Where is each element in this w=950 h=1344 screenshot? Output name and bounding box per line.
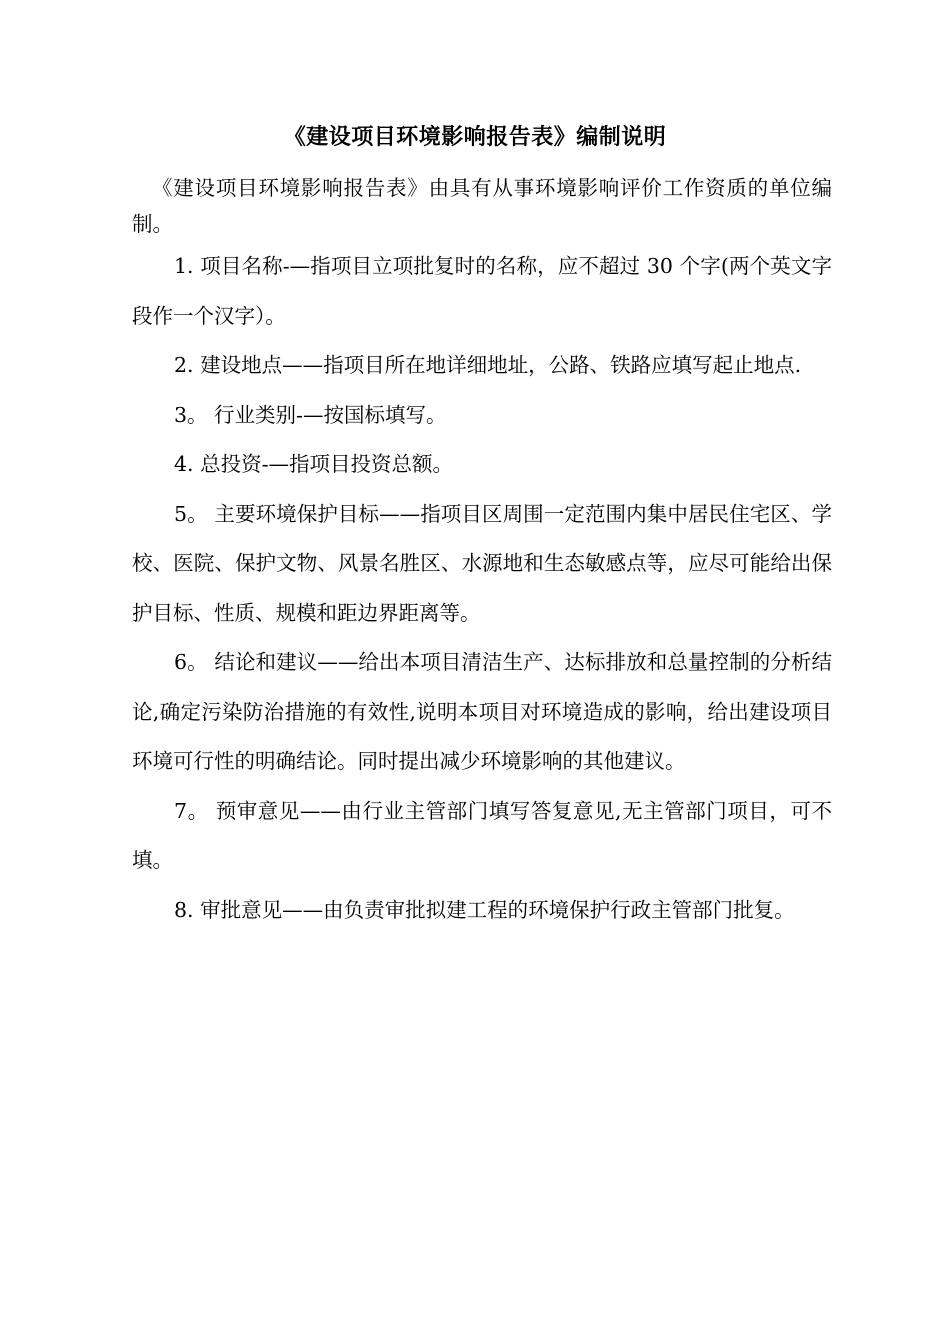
item-6-conclusion-suggestions: 6。 结论和建议——给出本项目清洁生产、达标排放和总量控制的分析结论,确定污染防治措施的有效性,说明本项目对环境造成的影响，给出建设项目环境可行性的明确结论。同时提出减少环境影响的其他建议。 [132,650,832,773]
intro-paragraph: 《建设项目环境影响报告表》由具有从事环境影响评价工作资质的单位编制。 [132,176,832,236]
item-3-industry-category: 3。 行业类别-—按国标填写。 [174,402,447,427]
item-1-project-name: 1. 项目名称-—指项目立项批复时的名称，应不超过 30 个字(两个英文字段作一个汉字）。 [132,254,832,328]
document-title: 《建设项目环境影响报告表》编制说明 [283,124,667,150]
item-4-total-investment: 4. 总投资-—指项目投资总额。 [174,452,454,476]
item-7-preliminary-review: 7。 预审意见——由行业主管部门填写答复意见,无主管部门项目，可不填。 [132,798,832,872]
item-8-approval-opinion: 8. 审批意见——由负责审批拟建工程的环境保护行政主管部门批复。 [174,897,795,922]
document-body [132,170,832,935]
item-5-protection-targets: 5。 主要环境保护目标——指项目区周围一定范围内集中居民住宅区、学校、医院、保护文物、风景名胜区、水源地和生态敏感点等，应尽可能给出保护目标、性质、规模和距边界距离等。 [132,501,832,625]
item-2-construction-site: 2. 建设地点——指项目所在地详细地址，公路、铁路应填写起止地点. [174,353,802,377]
